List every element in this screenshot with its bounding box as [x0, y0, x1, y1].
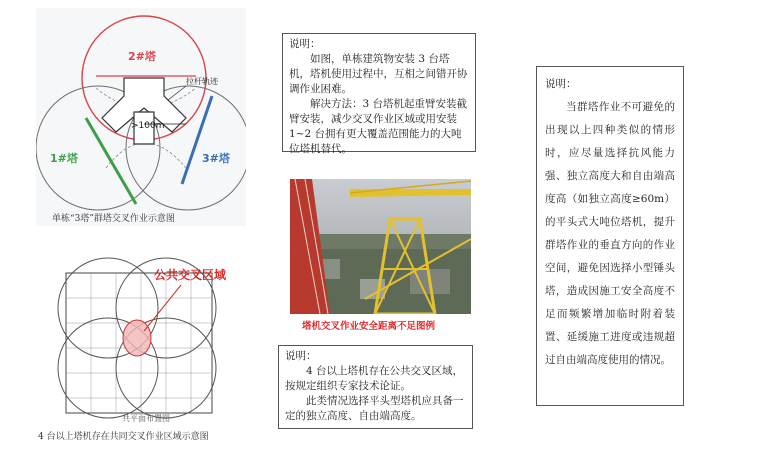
note3-title: 说明：: [545, 78, 577, 90]
figure-three-towers: [36, 8, 246, 226]
note-box-1: [282, 33, 476, 155]
figure2-caption: 4 台以上塔机存在共同交叉作业区域示意图: [38, 432, 209, 442]
crane-photo-illustration: [290, 179, 471, 314]
rail-label: 拉杆轨迹: [186, 77, 218, 86]
photo-caption: 塔机交叉作业安全距离不足图例: [302, 321, 436, 332]
note1-title: 说明：: [289, 38, 321, 50]
note1-paragraph-2: 解决方法：3 台塔机起重臂安装截臂安装，减少交叉作业区域或用安装 1~2 台拥有更大覆盖范围能力的大吨位塔机替代。: [289, 98, 468, 155]
four-tower-diagram: [36, 253, 251, 431]
figure-four-towers: [36, 253, 251, 442]
note2-paragraph-1: 4 台以上塔机存在公共交叉区域，按规定组织专家技术论证。: [285, 365, 464, 392]
shared-zone-label: 公共交叉区域: [154, 268, 227, 282]
radius-label: >100m: [131, 121, 165, 131]
note-box-3: [536, 66, 684, 406]
note2-paragraph-2: 此类情况选择平头型塔机应具备一定的独立高度、自由端高度。: [285, 395, 464, 422]
shared-zone: [123, 320, 151, 356]
tower2-label: 2#塔: [128, 50, 156, 63]
tower3-label: 3#塔: [202, 152, 230, 165]
note-box-2: [278, 345, 473, 429]
crane-photo: [290, 179, 471, 314]
inner-plan-label: 共平面布置图: [122, 414, 170, 423]
figure1-caption: 单栋“3塔”群塔交叉作业示意图: [52, 214, 175, 224]
note2-title: 说明：: [285, 350, 317, 362]
tower1-label: 1#塔: [50, 152, 78, 165]
note3-paragraph-1: 当群塔作业不可避免的出现以上四种类似的情形时，应尽量选择抗风能力强、独立高度大和自由端高度高（如独立高度≥60m）的平头式大吨位塔机，提升群塔作业的垂直方向的作业空间，避免因选择小型锤头塔，造成因施工安全高度不足而频繁增加临时附着装置、延缓施工进度或违规超过自由端高度使用的情况。: [545, 101, 675, 366]
note1-paragraph-1: 如图，单栋建筑物安装 3 台塔机，塔机使用过程中，互相之间错开协调作业困难。: [289, 53, 468, 95]
three-tower-diagram: [36, 8, 246, 226]
